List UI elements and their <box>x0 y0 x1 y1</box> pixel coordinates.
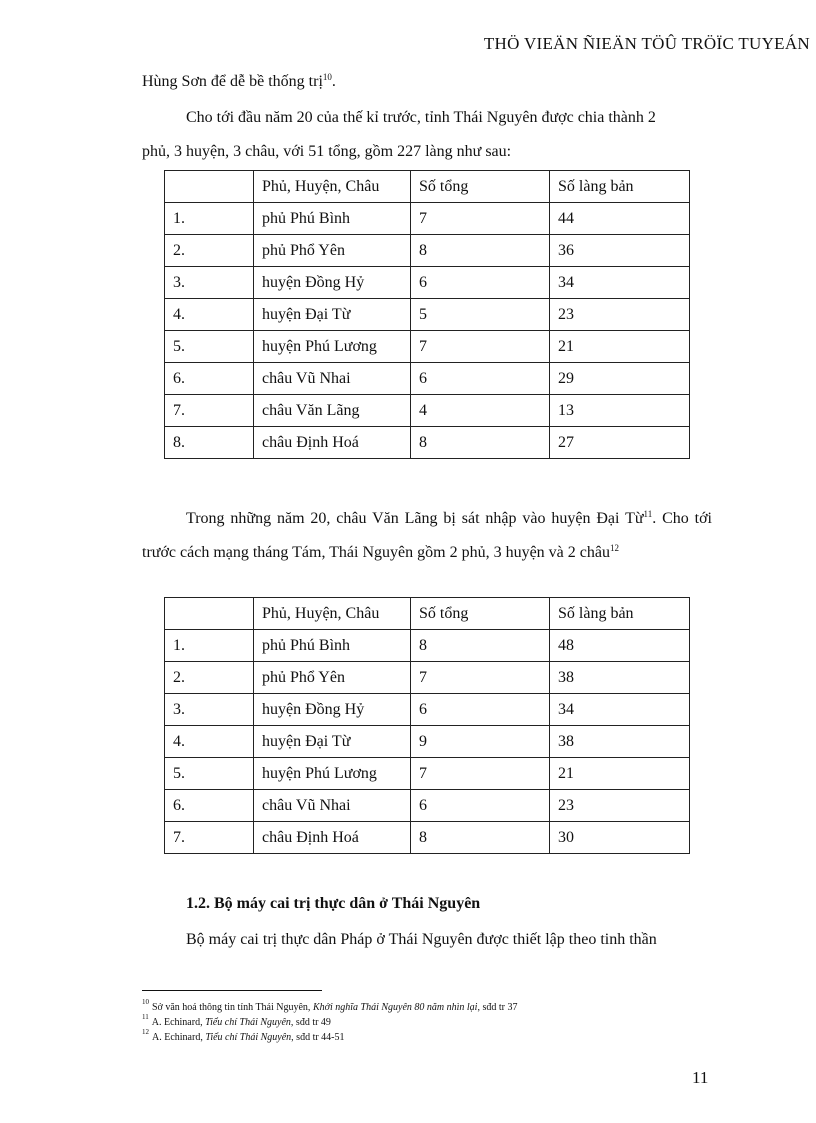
table-cell: châu Định Hoá <box>254 427 411 459</box>
table-row <box>165 726 690 758</box>
footnote-11 <box>142 1013 331 1029</box>
table-cell: huyện Đồng Hỷ <box>254 694 411 726</box>
table-cell: châu Định Hoá <box>254 822 411 854</box>
table2-header-cell: Số làng bản <box>550 598 690 630</box>
table-row <box>165 630 690 662</box>
table-row <box>165 427 690 459</box>
table-cell: 2. <box>165 662 254 694</box>
table-cell: 7 <box>411 203 550 235</box>
table-cell: 1. <box>165 203 254 235</box>
paragraph-2-line-2: phủ, 3 huyện, 3 châu, với 51 tổng, gồm 227 làng như sau: <box>142 143 512 160</box>
table-cell: 4. <box>165 299 254 331</box>
table-cell: 8 <box>411 822 550 854</box>
footnote-pre: Sở văn hoá thông tin tỉnh Thái Nguyên, <box>152 1002 313 1013</box>
table-cell: 6. <box>165 790 254 822</box>
paragraph-2-line-1: Cho tới đầu năm 20 của thế kỉ trước, tỉnh Thái Nguyên được chia thành 2 <box>186 109 656 126</box>
table-cell: 6 <box>411 267 550 299</box>
paragraph-1-text: Hùng Sơn để dễ bề thống trị <box>142 73 323 90</box>
footnote-num: 12 <box>142 1028 149 1036</box>
table2-header-cell: Phủ, Huyện, Châu <box>254 598 411 630</box>
page-number: 11 <box>692 1068 709 1087</box>
table-cell: 7 <box>411 758 550 790</box>
table-cell: phủ Phổ Yên <box>254 662 411 694</box>
table-row <box>165 235 690 267</box>
table-cell: châu Vũ Nhai <box>254 363 411 395</box>
table-row <box>165 758 690 790</box>
running-header: THÖ VIEÄN ÑIEÄN TÖÛ TRÖÏC TUYEÁN <box>483 34 810 53</box>
table2-header-cell <box>165 598 254 630</box>
table-districts-pre-revolution <box>164 597 690 854</box>
paragraph-4: Bộ máy cai trị thực dân Pháp ở Thái Nguyên được thiết lập theo tinh thần <box>186 931 657 948</box>
footnote-title: Tiểu chí Thái Nguyên <box>205 1032 292 1043</box>
table-row <box>165 395 690 427</box>
footnote-ref-10: 10 <box>322 72 332 82</box>
table-cell: châu Vũ Nhai <box>254 790 411 822</box>
section-heading: 1.2. Bộ máy cai trị thực dân ở Thái Nguyên <box>186 895 481 912</box>
table-cell: 44 <box>550 203 690 235</box>
table-row <box>165 662 690 694</box>
table-cell: huyện Đại Từ <box>254 299 411 331</box>
table-cell: 48 <box>550 630 690 662</box>
table-districts-1920s <box>164 170 690 459</box>
table-cell: 3. <box>165 267 254 299</box>
table-cell: 7 <box>411 662 550 694</box>
table-cell: 13 <box>550 395 690 427</box>
table-row <box>165 822 690 854</box>
table-cell: 36 <box>550 235 690 267</box>
table-cell: 21 <box>550 331 690 363</box>
table-cell: 38 <box>550 726 690 758</box>
table-row <box>165 299 690 331</box>
table-cell: 27 <box>550 427 690 459</box>
table-cell: huyện Phú Lương <box>254 758 411 790</box>
footnote-12 <box>142 1028 345 1044</box>
table-cell: 6 <box>411 694 550 726</box>
table-cell: 34 <box>550 267 690 299</box>
footnote-ref-12: 12 <box>609 543 619 553</box>
table1-header-cell: Số tổng <box>411 171 550 203</box>
table-cell: phủ Phú Bình <box>254 630 411 662</box>
paragraph-3-part-1: Trong những năm 20, châu Văn Lãng bị sát nhập vào huyện Đại Từ <box>186 510 644 527</box>
table-cell: 7 <box>411 331 550 363</box>
table-row <box>165 694 690 726</box>
footnote-post: , sđd tr 49 <box>290 1017 331 1028</box>
footnote-rule <box>142 990 322 991</box>
table-row <box>165 267 690 299</box>
paragraph-3-part-2: . Cho tới trước cách mạng tháng Tám, Thái Nguyên gồm 2 phủ, 3 huyện và 2 châu <box>142 510 713 561</box>
table-row <box>165 790 690 822</box>
table-cell: 30 <box>550 822 690 854</box>
table-cell: 38 <box>550 662 690 694</box>
footnote-title: Tiểu chí Thái Nguyên <box>205 1017 291 1028</box>
table-cell: 5 <box>411 299 550 331</box>
table-cell: 3. <box>165 694 254 726</box>
table-cell: 8 <box>411 427 550 459</box>
table-cell: 34 <box>550 694 690 726</box>
table-cell: 6 <box>411 790 550 822</box>
table-cell: 7. <box>165 822 254 854</box>
table-cell: 23 <box>550 299 690 331</box>
table-cell: 29 <box>550 363 690 395</box>
table-cell: 6. <box>165 363 254 395</box>
footnote-10 <box>142 998 518 1014</box>
table-cell: huyện Phú Lương <box>254 331 411 363</box>
table1-header-cell <box>165 171 254 203</box>
table1-header-cell: Phủ, Huyện, Châu <box>254 171 411 203</box>
table-row <box>165 363 690 395</box>
table-cell: châu Văn Lãng <box>254 395 411 427</box>
table-cell: 2. <box>165 235 254 267</box>
table-cell: 6 <box>411 363 550 395</box>
table-cell: 5. <box>165 331 254 363</box>
footnote-ref-11: 11 <box>643 509 653 519</box>
table-row <box>165 203 690 235</box>
table-cell: huyện Đồng Hỷ <box>254 267 411 299</box>
table-cell: 7. <box>165 395 254 427</box>
table1-header-row <box>165 171 690 203</box>
footnote-num: 10 <box>142 998 149 1006</box>
paragraph-3 <box>142 502 712 570</box>
table-row <box>165 331 690 363</box>
table-cell: 4 <box>411 395 550 427</box>
footnote-pre: A. Echinard, <box>152 1032 206 1043</box>
table2-header-cell: Số tổng <box>411 598 550 630</box>
table2-header-row <box>165 598 690 630</box>
table-cell: 1. <box>165 630 254 662</box>
table-cell: 23 <box>550 790 690 822</box>
table-cell: 21 <box>550 758 690 790</box>
table-cell: phủ Phú Bình <box>254 203 411 235</box>
table1-header-cell: Số làng bản <box>550 171 690 203</box>
footnote-post: , sđd tr 44-51 <box>291 1032 345 1043</box>
table-cell: 4. <box>165 726 254 758</box>
footnote-title: Khởi nghĩa Thái Nguyên 80 năm nhìn lại <box>312 1002 478 1013</box>
table-cell: phủ Phổ Yên <box>254 235 411 267</box>
footnote-num: 11 <box>142 1013 149 1021</box>
table-cell: 8 <box>411 235 550 267</box>
table-cell: 5. <box>165 758 254 790</box>
footnote-pre: A. Echinard, <box>151 1017 206 1028</box>
paragraph-1 <box>142 72 712 92</box>
footnote-post: , sđd tr 37 <box>477 1002 518 1013</box>
paragraph-1-end: . <box>331 73 336 90</box>
table-cell: 8 <box>411 630 550 662</box>
table-cell: 8. <box>165 427 254 459</box>
table-cell: huyện Đại Từ <box>254 726 411 758</box>
table-cell: 9 <box>411 726 550 758</box>
